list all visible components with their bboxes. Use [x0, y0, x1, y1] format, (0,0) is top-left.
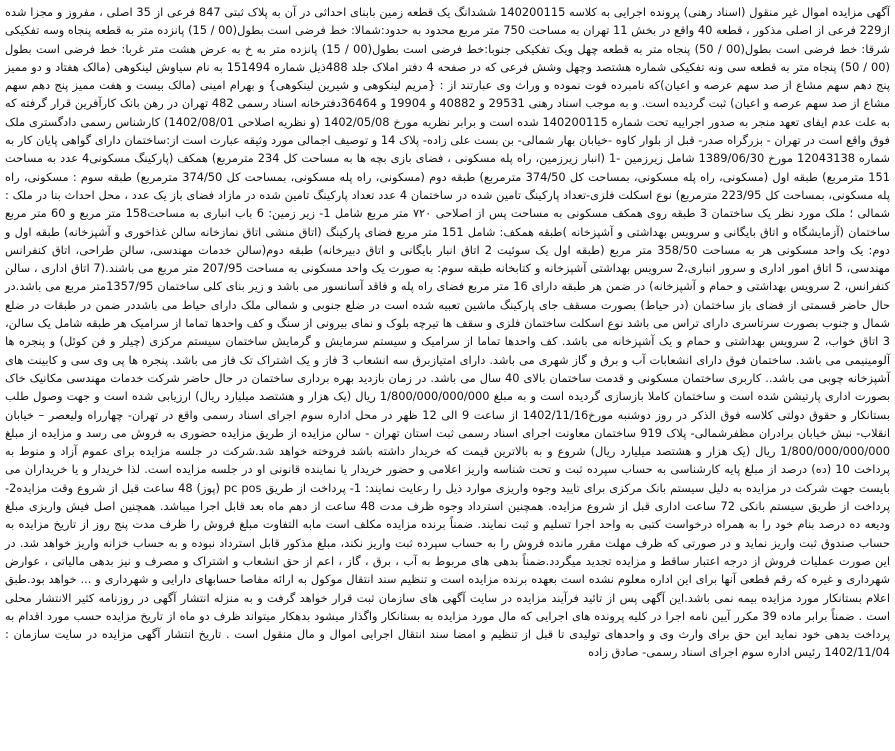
auction-notice-text: آگهی مزایده اموال غیر منقول (اسناد رهنی) پرونده اجرایی به کلاسه 140200115 ششدانگ یک قطعه زمین بابنای احداثی در آن به پلاک ثبتی 847 فرعی از 35 اصلی ، مفروز و مجزا شده از229 فرعی از اصلی مذکور ، قطعه 40 واقع در بخش 11 تهران به مساحت 750 متر مربع محدود به حدود:شمالا: خط فرضی است بطول(00 / 15) پانزده متر به قطعه پنجاه وسه تفکیکی شرقا: خط فرضی است بطول(00 / 50) پنجاه متر به قطعه چهل ویک تفکیکی جنوبا:خط فرضی است بطول(00 / 15) پانزده متر به خ به عرض هشت متر غربا: خط فرضی است بطول (00 / 50) پنجاه متر به قطعه سی ونه تفکیکی شماره هشتصد وچهل وشش فرعی که در صفحه 4 دفتر املاک جلد 488ذیل شماره 151494 به نام سیاوش لینکوهی (مالک هفتاد و دو ممیز پنج دهم سهم مشاع از صد سهم عرصه و اعیان)که نامبرده فوت نموده و وراث وی عبارتند از : {مریم لینکوهی و شیرین لینکوهی} و بهرام امینی (مالک بیست و هفت ممیز پنج دهم سهم مشاع از صد سهم عرصه و اعیان) ثبت گردیده است. و به موجب اسناد رهنی 29531 و 40882 و 19904 و 36464دفترخانه اسناد رسمی 482 تهران در رهن بانک کارآفرین قرار گرفته که به علت عدم ایفای تعهد منجر به صدور اجراییه تحت شماره 140200115 شده است و برابر نظریه مورخ 1402/05/08 (و نظریه اصلاحی 1402/08/01) کارشناس رسمی دادگستری ملک فوق واقع است در تهران - بزرگراه صدر- قبل از بلوار کاوه -خیابان بهار شمالی- بن بست علی زاده- پلاک 14 و توصیف اجمالی مورد وثیقه عبارت است از:ساختمان دارای گواهی پایان کار به شماره 12043138 مورخ 1389/06/30 شامل زیرزمین -1 (انبار زیرزمین، راه پله مسکونی ، فضای بازی بچه ها به مساحت کل 234 مترمربع) همکف (پارکینگ مسکونی4 عدد به مساحت 151 مترمربع) طبقه اول (مسکونی، راه پله مسکونی، بمساحت کل 374/50 مترمربع) طبقه دوم (مسکونی، راه پله مسکونی، بمساحت کل 374/50 مترمربع) طبقه سوم : مسکونی، راه پله مسکونی، بمساحت کل 223/95 مترمربع) نوع اسکلت فلزی-تعداد پارکینگ تامین شده در ساختمان 4 عدد تعداد پارکینگ تامین شده در مازاد فضای باز یک عدد ، محل احداث بنا در ملک : شمالی ؛ ملک مورد نظر یک ساختمان 3 طبقه روی همکف مسکونی به مساحت پس از اصلاحی ۷۲۰ متر مربع شامل 1- زیر زمین: 6 باب انباری به مساحت158 متر مربع و 60 متر مربع ساختمان (آزمایشگاه و اتاق بایگانی و سرویس بهداشتی و آشپزخانه )طبقه همکف: شامل 151 متر مربع فضای پارکینگ (اتاق منشی اتاق نمازخانه سالن غذاخوری و آشپزخانه) طبقه اول و دوم: یک واحد مسکونی هر به مساحت 358/50 متر مربع (طبقه اول یک سوئیت 2 اتاق انبار بایگانی و اتاق دبیرخانه) طبقه دوم(سالن خدمات مهندسی، سالن طراحی، اتاق کنفرانس مهندسی، 5 اتاق امور اداری و سرور انباری،2 سرویس بهداشتی آشپزخانه و کتابخانه طبقه سوم: به صورت یک واحد مسکونی به مساحت 207/95 متر مربع می باشند.(7 اتاق اداری ، سالن کنفرانس، 2 سرویس بهداشتی و حمام و آشپزخانه) در ضمن هر طبقه دارای 16 متر مربع فضای راه پله و فاقد آسانسور می باشد و زیر بنای کلی ساختمان 1357/95متر مربع می باشد.در حال حاضر قسمتی از فضای باز ساختمان (در حیاط) بصورت مسقف جای پارکینگ ماشین تعبیه شده است در ضلع جنوبی و شمالی ملک دارای حیاط می باشددر ضمن در طبقات در ضلع شمال و جنوب بصورت سرتاسری دارای تراس می باشد نوع اسکلت ساختمان فلزی و سقف ها تیرچه بلوک و نمای بیرونی از سنگ و کف واحدها تماما از سرامیک هر طبقه شامل یک سالن، 3 اتاق خواب، 2 سرویس بهداشتی و حمام و یک آشپزخانه می باشد. کف واحدها تماما از سرامیک و سیستم سرمایش و گرمایش ساختمان سیستم مرکزی (چیلر و فن کوئل) و پنجره ها آلومینیمی می باشد. ساختمان فوق دارای انشعابات آب و برق و گاز شهری می باشد. دارای امتیازبرق سه انشعاب 3 فاز و یک اشتراک تک فاز می باشد. پنجره ها پی وی سی و کابینت های آشپزخانه چوبی می باشد.. کاربری ساختمان مسکونی و قدمت ساختمان بالای 40 سال می باشد. در زمان بازدید بهره برداری ساختمان در حال حاضر شرکت خدمات مهندسی مکانیک خاک بصورت اداری پارتیشن شده است و ساختمان کاملا بازسازی گردیده است و به مبلغ 1/800/000/000/000 ریال (یک هزار و هشتصد میلیارد ریال) ارزیابی شده است و جهت وصول طلب بستانکار و حقوق دولتی کلاسه فوق الذکر در روز دوشنبه مورخ1402/11/16 از ساعت 9 الی 12 ظهر در محل اداره سوم اجرای اسناد رسمی واقع در تهران- چهارراه ولیعصر – خیابان انقلاب- نبش خیابان برادران مظفرشمالی- پلاک 919 ساختمان معاونت اجرای اسناد رسمی ثبت استان تهران - سالن مزایده از طریق مزایده حضوری به فروش می رسد و مزایده از مبلغ 1/800/000/000/000 ریال (یک هزار و هشتصد میلیارد ریال) شروع و به بالاترین قیمت که خریدار داشته باشد فروخته خواهد شد.شرکت در جلسه مزایده برای عموم آزاد و منوط به پرداخت 10 (ده) درصد از مبلغ پایه کارشناسی به حساب سپرده ثبت و تحت شناسه واریز اعلامی و حضور خریدار یا نماینده قانونی او در جلسه مزایده است. لذا خریدار و یا خریداران می بایست جهت شرکت در مزایده به دلیل سیستم بانک مرکزی برای تایید وجوه واریزی موارد ذیل را رعایت نمایند: 1- پرداخت از طریق pc pos (پوز) 48 ساعت قبل از شروع وقت مزایده2- پرداخت از طریق سیستم بانکی 72 ساعت اداری قبل از شروع مزایده. همچنین استرداد وجوه ظرف مدت 48 ساعت از دهم ماه بعد قابل اجرا میباشد. همچنین اصل فیش واریزی مبلغ ودیعه ده درصد بنام خود را به همراه درخواست کتبی به واحد اجرا تسلیم و ثبت نمایند. ضمناً برنده مزایده مکلف است مابه التفاوت مبلغ فروش را ظرف مدت پنج روز از تاریخ مزایده به حساب صندوق ثبت واریز نماید و در صورتی که ظرف مهلت مقرر مانده فروش را به حساب سپرده ثبت واریز نکند، مبلغ مذکور قابل استرداد نبوده و به حساب خزانه واریز خواهد شد. در این صورت عملیات فروش از درجه اعتبار ساقط و مزایده تجدید میگردد.ضمناً بدهی های مربوط به آب ، برق ، گاز ، اعم از حق انشعاب و اشتراک و مصرف و نیز بدهی مالیاتی ، عوارض شهرداری و غیره که رقم قطعی آنها برای این اداره معلوم نشده است بعهده برنده مزایده است و تنظیم سند انتقال موکول به ارائه مفاصا حسابهای دارایی و شهرداری و ... خواهد بود.طبق اعلام بستانکار مورد مزایده بیمه نمی باشد.این آگهی پس از تائید فرآیند مزایده در سایت آگهی های سازمان ثبت قرار خواهد گرفت و به منزله انتشار آگهی در روزنامه کثیر الانتشار محلی است . ضمناً برابر ماده 39 مکرر آیین نامه اجرا در کلیه پرونده های اجرایی که مال مورد مزایده به بستانکار واگذار میشود بدهکار میتواند ظرف دو ماه از تاریخ مزایده حسب مورد اقدام به پرداخت بدهی خود نماید این حق برای وارث وی و واحدهای تولیدی تا قبل از تنظیم و امضا سند انتقال اجرایی اموال و مال منقول است . تاریخ انتشار آگهی مزایده در سایت سازمان : 1402/11/04 رئیس اداره سوم اجرای اسناد رسمی- صادق زاده — [5, 5, 891, 660]
